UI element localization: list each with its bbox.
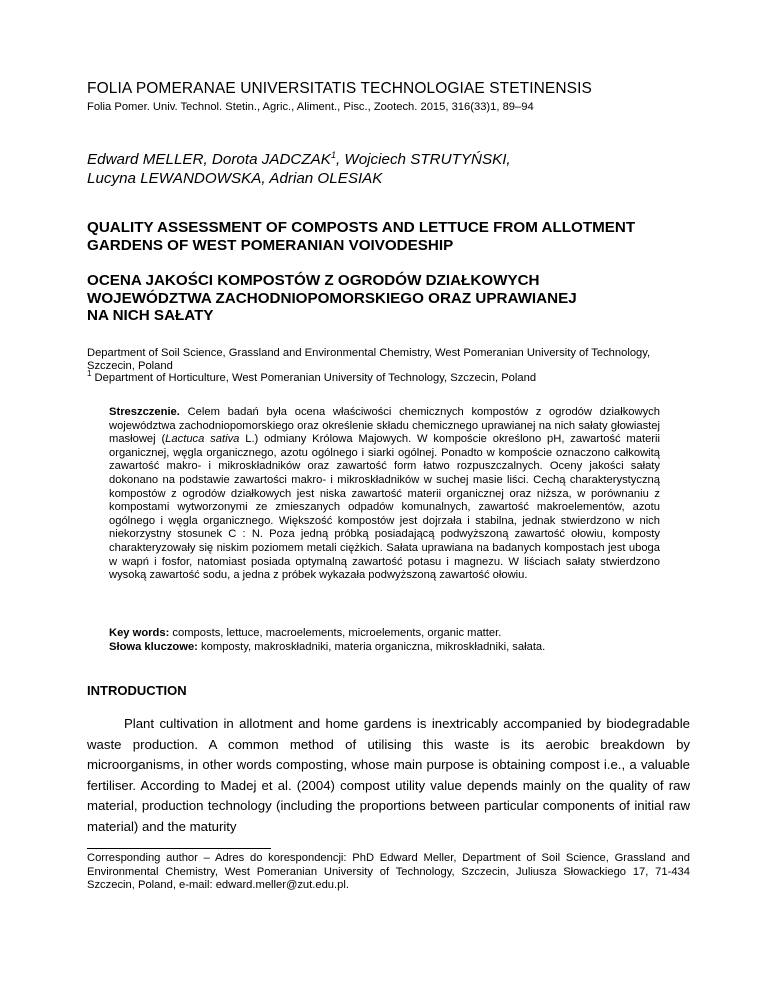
title-polish-line-1: OCENA JAKOŚCI KOMPOSTÓW Z OGRODÓW DZIAŁKOWYCH	[87, 272, 540, 289]
keywords-english	[109, 627, 669, 641]
keywords-polish	[109, 641, 669, 655]
affiliation-main: Department of Soil Science, Grassland and Environmental Chemistry, West Pomeranian University of Technology, Szczecin, Poland	[87, 347, 651, 372]
keywords-english-label: Key words:	[109, 627, 170, 639]
keywords-polish-label: Słowa kluczowe:	[109, 640, 198, 653]
title-polish	[87, 272, 577, 325]
abstract-text-a: Celem badań była ocena właściwości chemicznych kompostów z ogrodów działkowych województwa zachodniopomorskiego oraz określenie składu chemicznego uprawianej na nich sałaty głowiastej masłowej (	[109, 406, 660, 446]
title-polish-line-3: NA NICH SAŁATY	[87, 307, 214, 324]
latin-name: Lactuca sativa	[165, 433, 240, 446]
footnote-divider	[87, 848, 271, 849]
abstract-label: Streszczenie.	[109, 406, 180, 418]
abstract	[109, 406, 660, 583]
author-line-2: Lucyna LEWANDOWSKA, Adrian OLESIAK	[87, 170, 383, 188]
affiliation-second-line	[87, 369, 689, 385]
keywords-english-text: composts, lettuce, macroelements, microelements, organic matter.	[169, 627, 502, 639]
title-english-line-2: GARDENS OF WEST POMERANIAN VOIVODESHIP	[87, 236, 454, 254]
corresponding-author-footnote: Corresponding author – Adres do korespondencji: PhD Edward Meller, Department of Soil Science, Grassland and Environmental Chemistry, West Pomeranian University of Technology, Szczecin, Juliusza Słowackiego 17, 71-434 Szczecin, Poland, e-mail: edward.meller@zut.edu.pl.	[87, 852, 690, 892]
journal-title: FOLIA POMERANAE UNIVERSITATIS TECHNOLOGIAE STETINENSIS	[87, 80, 592, 97]
author-line-1	[87, 146, 511, 169]
authors-part-b: , Wojciech STRUTYŃSKI,	[335, 151, 511, 169]
affiliation-number: 1	[87, 369, 92, 378]
affiliations	[87, 347, 689, 385]
affiliation-marker: 1	[330, 150, 336, 160]
introduction-heading: INTRODUCTION	[87, 683, 187, 698]
abstract-text-b: L.) odmiany Królowa Majowych. W kompoście określono pH, zawartość materii organicznej, węgla organicznego, azotu ogólnego i siarki ogólnej. Ponadto w kompoście oznaczono całkowitą zawartość makro- i mikroskładników oraz zawartość form łatwo rozpuszczalnych. Oceny jakości sałaty dokonano na podstawie zawartości makro- i mikroskładników w suchej masie liści. Cechą charakterystyczną kompostów z ogrodów działkowych jest niska zawartość materii organicznej oraz niższa, w porównaniu z kompostami wytworzonymi ze zmieszanych odpadów komunalnych, zawartość makroelementów, azotu ogólnego i węgla organicznego. Większość kompostów jest dojrzała i stabilna, jednak stwierdzono w nich niekorzystny stosunek C : N. Poza jedną próbką posiadającą podwyższoną zawartość ołowiu, komposty charakteryzowały się niskim poziomem metali ciężkich. Sałata uprawiana na badanych kompostach jest uboga w wapń i fosfor, natomiast posiada optymalną zawartość potasu i magnezu. W liściach sałaty stwierdzono wysoką zawartość sodu, a jedna z próbek wykazała podwyższoną zawartość ołowiu.	[109, 433, 660, 582]
authors-part-a: Edward MELLER, Dorota JADCZAK	[87, 151, 331, 169]
keywords-polish-text: komposty, makroskładniki, materia organiczna, mikroskładniki, sałata.	[197, 640, 546, 653]
keywords	[109, 627, 669, 654]
title-english	[87, 219, 635, 254]
journal-citation: Folia Pomer. Univ. Technol. Stetin., Agric., Aliment., Pisc., Zootech. 2015, 316(33)1, 89–94	[87, 101, 534, 113]
author-list	[87, 146, 511, 188]
introduction-paragraph: Plant cultivation in allotment and home gardens is inextricably accompanied by biodegradable waste production. A common method of utilising this waste is its aerobic breakdown by microorganisms, in other words composting, whose main purpose is obtaining compost i.e., a valuable fertiliser. According to Madej et al. (2004) compost utility value depends mainly on the quality of raw material, production technology (including the proportions between particular components of initial raw material) and the maturity	[87, 716, 690, 834]
title-polish-line-2: WOJEWÓDZTWA ZACHODNIOPOMORSKIEGO ORAZ UPRAWIANEJ	[87, 289, 577, 307]
introduction-body	[87, 714, 690, 837]
title-english-line-1: QUALITY ASSESSMENT OF COMPOSTS AND LETTUCE FROM ALLOTMENT	[87, 219, 636, 236]
affiliation-second: Department of Horticulture, West Pomeranian University of Technology, Szczecin, Poland	[91, 372, 537, 384]
